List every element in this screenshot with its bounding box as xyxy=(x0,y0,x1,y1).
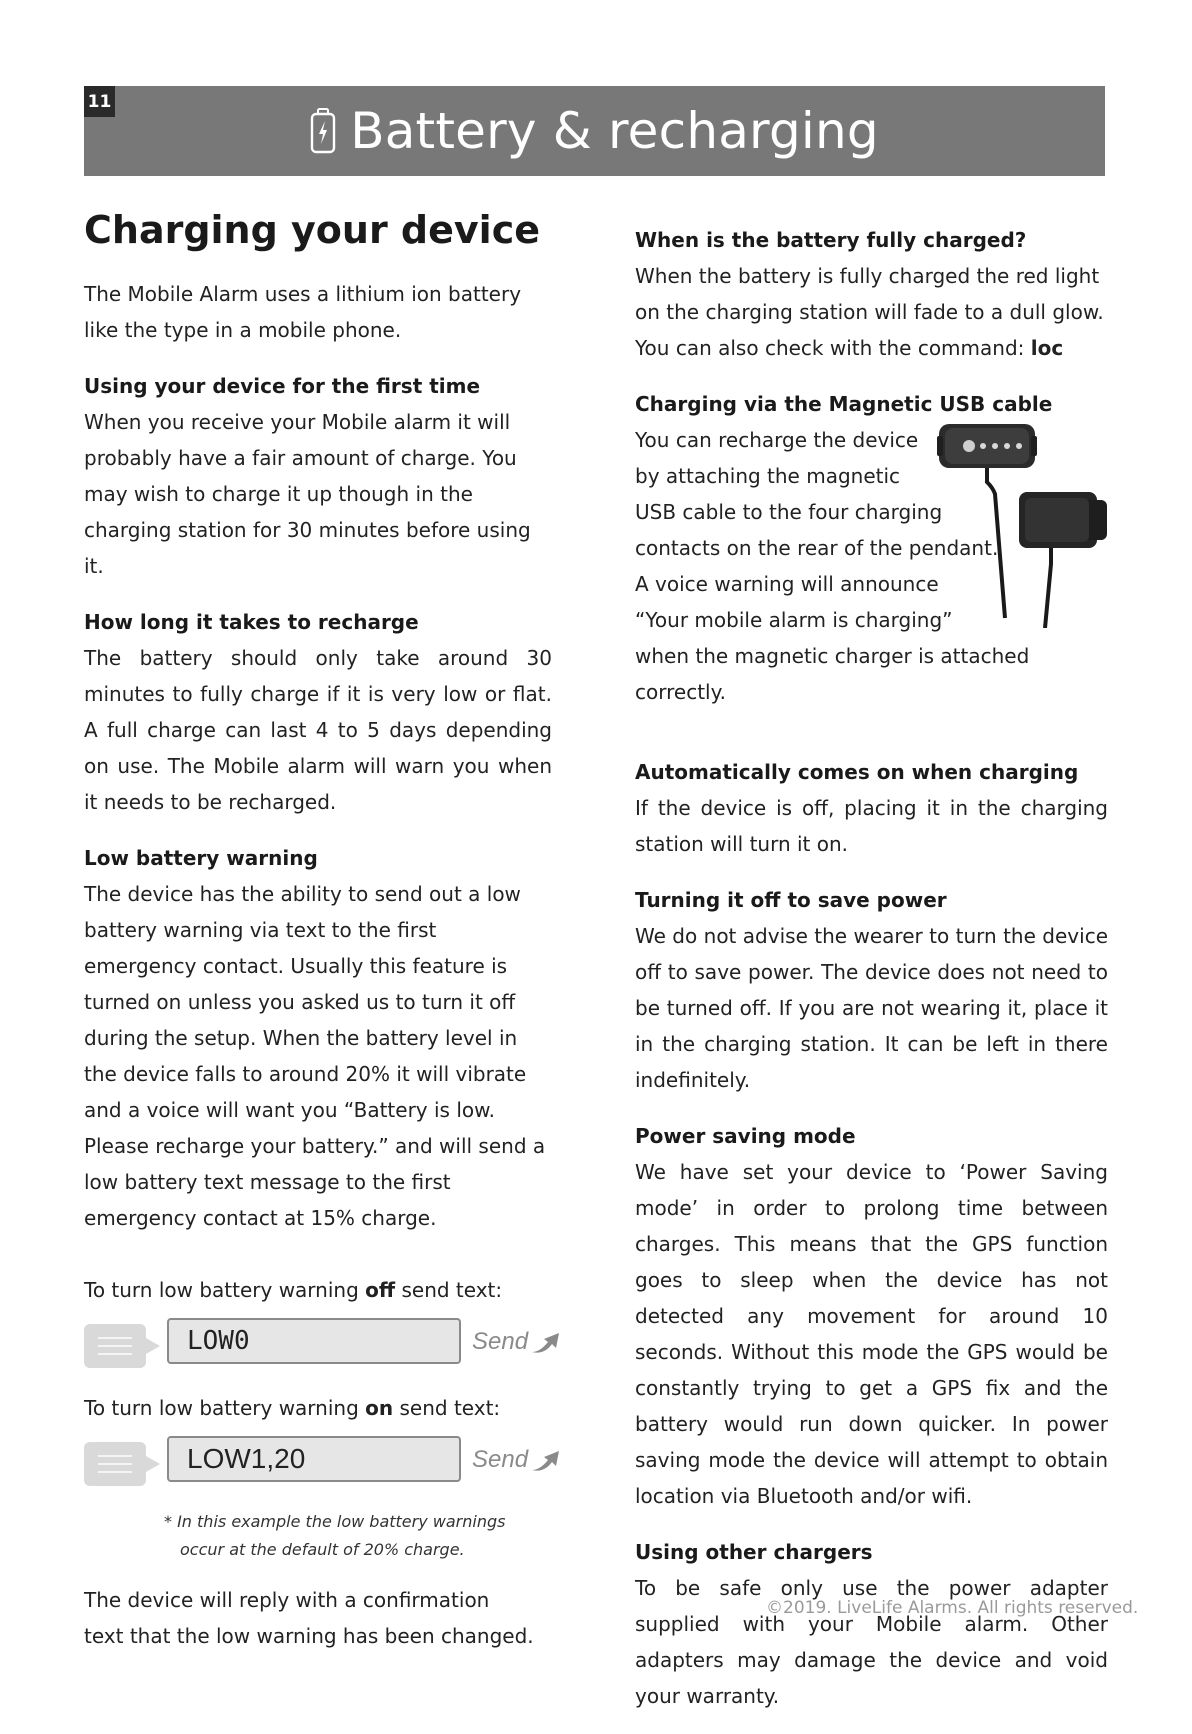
send-arrow-icon xyxy=(530,1330,562,1356)
recharge-time-heading: How long it takes to recharge xyxy=(84,609,419,634)
turn-off-save-heading: Turning it off to save power xyxy=(635,888,947,912)
on-keyword: on xyxy=(365,1395,394,1420)
message-text-field: LOW0 xyxy=(167,1318,461,1364)
loc-command: loc xyxy=(1030,336,1064,360)
first-time-body: When you receive your Mobile alarm it will probably have a fair amount of charge. You may wish to charge it up though in the charging station for 30 minutes before using it. xyxy=(84,409,531,578)
send-label: Send xyxy=(472,1327,529,1355)
turn-on-instruction: To turn low battery warning on send text: xyxy=(84,1395,501,1420)
turn-off-instruction: To turn low battery warning off send text: xyxy=(84,1277,503,1302)
off-keyword: off xyxy=(365,1277,396,1302)
intro-text: The Mobile Alarm uses a lithium ion battery like the type in a mobile phone. xyxy=(84,281,522,342)
power-saving-heading: Power saving mode xyxy=(635,1124,856,1148)
other-chargers-heading: Using other chargers xyxy=(635,1540,873,1564)
recharge-time-body: The battery should only take around 30 minutes to fully charge if it is very low or flat. A full charge can last 4 to 5 days depending on use. The Mobile alarm will warn you when it needs to be recharged. xyxy=(84,645,552,814)
low-battery-body: The device has the ability to send out a low battery warning via text to the first emergency contact. Usually this feature is turned on unless you asked us to turn it off during the setup. When the battery level in the device falls to around 20% it will vibrate and a voice will want you “Battery is low. Please recharge your battery.” and will send a low battery text message to the first emergency contact at 15% charge. xyxy=(84,881,546,1230)
page-title: Charging your device xyxy=(84,208,540,252)
other-chargers-body: To be safe only use the power adapter supplied with your Mobile alarm. Other adapters may damage the device and void your warranty. xyxy=(635,1576,1108,1708)
low-battery-heading: Low battery warning xyxy=(84,845,318,870)
battery-charging-icon xyxy=(310,108,336,154)
first-time-heading: Using your device for the first time xyxy=(84,373,481,398)
page-number: 11 xyxy=(84,86,115,117)
message-icon xyxy=(84,1442,146,1486)
magnetic-usb-charger-image xyxy=(935,418,1111,628)
turn-off-save-body: We do not advise the wearer to turn the device off to save power. The device does not need to be turned off. If you are not wearing it, place it in the charging station. It can be left in there indefinitely. xyxy=(635,924,1108,1092)
magnetic-line: USB cable to the four charging xyxy=(635,500,943,524)
send-label: Send xyxy=(472,1445,529,1473)
copyright-notice: ©2019. LiveLife Alarms. All rights reserved. xyxy=(766,1598,1139,1618)
magnetic-line: when the magnetic charger is attached correctly. xyxy=(635,644,1030,704)
fully-charged-heading: When is the battery fully charged? xyxy=(635,228,1027,252)
send-text-on-example xyxy=(84,1436,564,1492)
magnetic-line: by attaching the magnetic xyxy=(635,464,901,488)
example-footnote: * In this example the low battery warnings occur at the default of 20% charge. xyxy=(164,1511,506,1559)
magnetic-line: A voice warning will announce xyxy=(635,572,939,596)
reply-confirmation-text: The device will reply with a confirmation text that the low warning has been changed. xyxy=(84,1587,534,1648)
magnetic-line: contacts on the rear of the pendant. xyxy=(635,536,999,560)
section-title: Battery & recharging xyxy=(350,102,879,160)
fully-charged-body: When the battery is fully charged the red light on the charging station will fade to a dull glow. You can also check with the command: loc xyxy=(635,264,1104,360)
send-arrow-icon xyxy=(530,1448,562,1474)
auto-on-body: If the device is off, placing it in the charging station will turn it on. xyxy=(635,796,1108,856)
power-saving-body: We have set your device to ‘Power Saving mode’ in order to prolong time between charges. This means that the GPS function goes to sleep when the device has not detected any movement for around 10 seconds. Without this mode the GPS would be constantly trying to get a GPS fix and the battery would run down quicker. In power saving mode the device will attempt to obtain location via Bluetooth and/or wifi. xyxy=(635,1160,1108,1508)
magnetic-line: You can recharge the device xyxy=(635,428,919,452)
section-banner xyxy=(84,86,1105,176)
left-column xyxy=(84,208,552,1654)
message-text-field: LOW1,20 xyxy=(167,1436,461,1482)
message-icon xyxy=(84,1324,146,1368)
right-column xyxy=(635,222,1108,1734)
auto-on-heading: Automatically comes on when charging xyxy=(635,760,1079,784)
send-text-off-example xyxy=(84,1318,564,1374)
magnetic-cable-heading: Charging via the Magnetic USB cable xyxy=(635,392,1053,416)
magnetic-line: “Your mobile alarm is charging” xyxy=(635,608,953,632)
